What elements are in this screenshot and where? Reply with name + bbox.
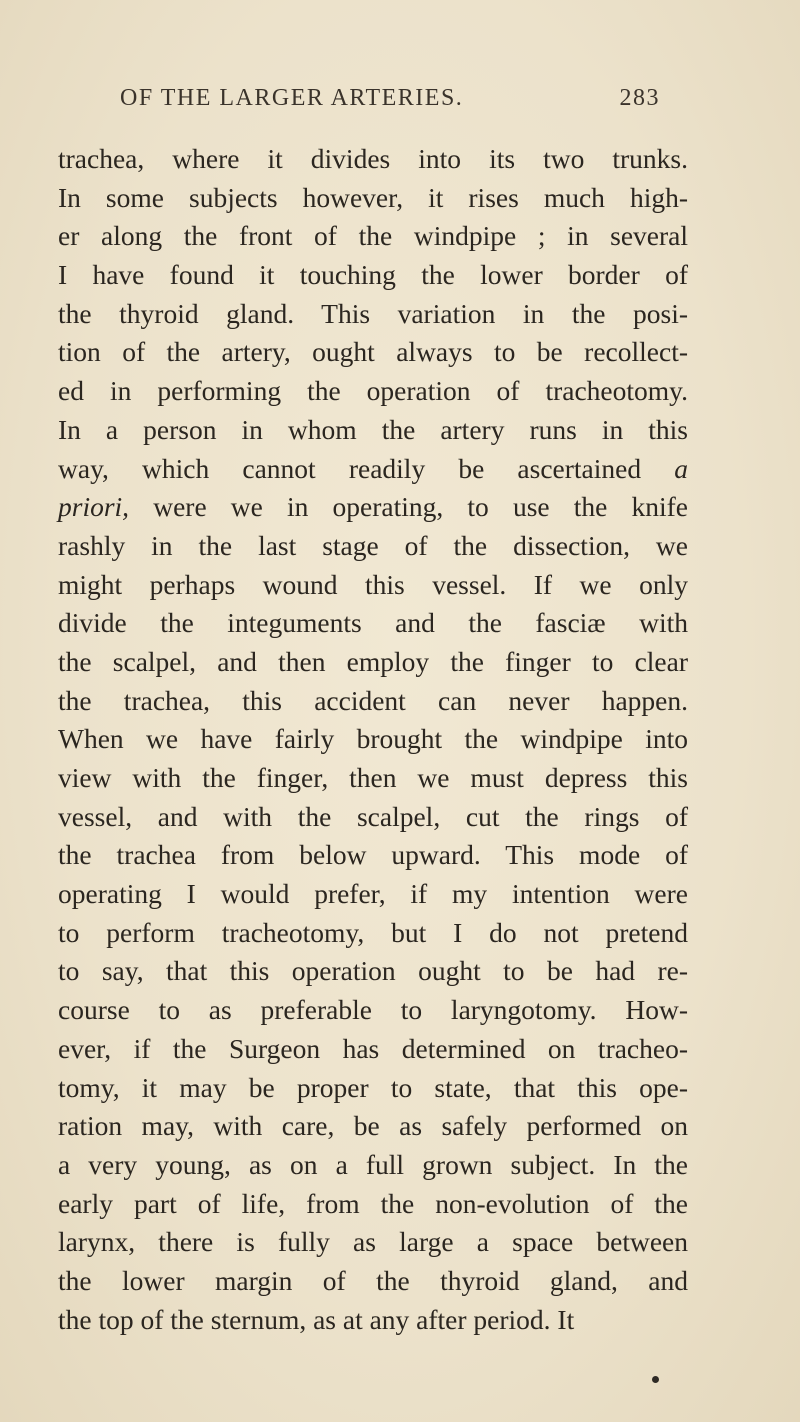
running-head <box>120 85 680 117</box>
text-line: to say, that this operation ought to be had re- <box>58 955 688 987</box>
text-line: divide the integuments and the fasciæ with <box>58 607 688 639</box>
text-line: view with the finger, then we must depress this <box>58 762 688 793</box>
page-number: 283 <box>619 85 660 111</box>
text-line: tion of the artery, ought always to be recollect- <box>58 336 688 368</box>
text-line: the thyroid gland. This variation in the posi- <box>58 297 688 329</box>
body-text <box>58 140 688 1339</box>
text-line: course to as preferable to laryngotomy. How- <box>58 994 688 1026</box>
text-line: tomy, it may be proper to state, that this ope- <box>58 1071 688 1103</box>
text-line: I have found it touching the lower border of <box>58 259 688 291</box>
text-line: operating I would prefer, if my intention were <box>58 878 688 910</box>
text-line: early part of life, from the non-evolution of the <box>58 1187 688 1219</box>
text-segment: way, which cannot readily be ascertained <box>58 452 642 484</box>
text-line: the scalpel, and then employ the finger to clear <box>58 645 688 677</box>
italic-word: priori, <box>58 491 130 523</box>
text-line: rashly in the last stage of the dissection, we <box>58 529 688 561</box>
ink-speck <box>652 1376 659 1383</box>
text-line <box>58 450 688 489</box>
text-line: might perhaps wound this vessel. If we only <box>58 568 688 600</box>
text-line: When we have fairly brought the windpipe into <box>58 723 688 755</box>
text-line: vessel, and with the scalpel, cut the rings of <box>58 800 688 832</box>
text-line <box>58 488 688 527</box>
text-line: In a person in whom the artery runs in this <box>58 413 688 445</box>
text-line: ed in performing the operation of tracheotomy. <box>58 375 688 407</box>
running-head-title: OF THE LARGER ARTERIES. <box>120 85 464 111</box>
text-line: trachea, where it divides into its two trunks. <box>58 143 688 174</box>
text-line: the top of the sternum, as at any after period. It <box>58 1303 575 1335</box>
italic-word: a <box>674 452 689 484</box>
text-line: a very young, as on a full grown subject. In the <box>58 1148 688 1180</box>
text-line: larynx, there is fully as large a space between <box>58 1226 688 1258</box>
text-line: ever, if the Surgeon has determined on tracheo- <box>58 1032 688 1064</box>
text-line: the trachea from below upward. This mode of <box>58 839 688 871</box>
text-segment: were we in operating, to use the knife <box>153 491 689 523</box>
text-line: In some subjects however, it rises much high- <box>58 181 688 213</box>
text-line: er along the front of the windpipe ; in several <box>58 220 688 252</box>
text-line: the trachea, this accident can never happen. <box>58 684 688 716</box>
text-line: the lower margin of the thyroid gland, and <box>58 1264 688 1296</box>
text-line: ration may, with care, be as safely performed on <box>58 1110 688 1142</box>
text-line: to perform tracheotomy, but I do not pretend <box>58 916 688 948</box>
